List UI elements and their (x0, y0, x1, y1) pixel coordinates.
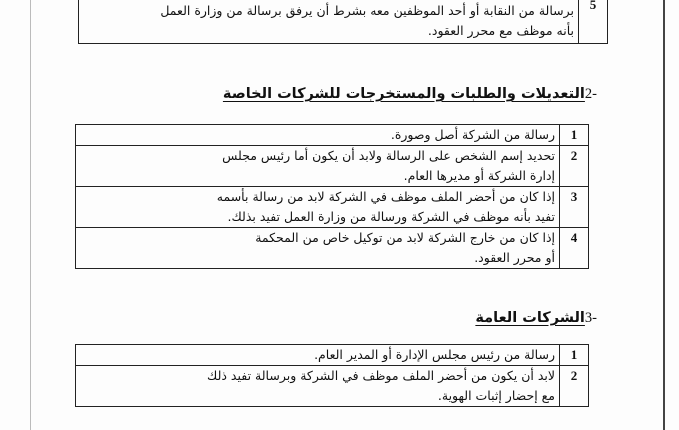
row-line: أو محرر العقود. (474, 250, 555, 265)
section-3-table (75, 344, 589, 407)
table-row (76, 125, 589, 146)
row-text (76, 125, 560, 146)
row-text (76, 345, 560, 366)
row-text (76, 146, 560, 187)
row-text (79, 0, 579, 44)
section-2-table (75, 124, 589, 269)
row-line: مع إحضار إثبات الهوية. (437, 388, 555, 403)
page-right-edge (663, 0, 665, 430)
row-number: 2 (560, 146, 589, 187)
section-3-title: الشركات العامة (475, 310, 585, 326)
row-number: 4 (560, 228, 589, 269)
section-3-heading (475, 310, 597, 327)
section-3-number: -3 (584, 310, 597, 326)
row-number: 5 (579, 0, 608, 44)
table-row (76, 345, 589, 366)
section-2-number: -2 (584, 86, 597, 102)
row-line: إذا كان من أحضر الملف موظف في الشركة لابد من رسالة بأسمه (216, 189, 555, 204)
top-table (78, 0, 608, 44)
table-row (79, 0, 608, 44)
table-row (76, 366, 589, 407)
table-row (76, 187, 589, 228)
row-number: 3 (560, 187, 589, 228)
row-text (76, 228, 560, 269)
section-2-title: التعديلات والطلبات والمستخرجات للشركات الخاصة (222, 86, 585, 102)
row-line: إدارة الشركة أو مديرها العام. (403, 168, 555, 183)
row-line: رسالة من رئيس مجلس الإدارة أو المدير العام. (314, 347, 555, 362)
row-number: 1 (560, 345, 589, 366)
row-text (76, 366, 560, 407)
page-left-edge (30, 0, 31, 430)
row-text (76, 187, 560, 228)
table-row (76, 146, 589, 187)
row-line: تفيد بأنه موظف في الشركة ورسالة من وزارة العمل تفيد بذلك. (227, 209, 555, 224)
row-line: بأنه موظف مع محرر العقود. (427, 23, 574, 38)
section-2-heading (223, 86, 597, 103)
row-line: إذا كان من خارج الشركة لابد من توكيل خاص من المحكمة (255, 230, 555, 245)
row-line: لابد أن يكون من أحضر الملف موظف في الشركة وبرسالة تفيد ذلك (207, 368, 555, 383)
row-number: 2 (560, 366, 589, 407)
table-row (76, 228, 589, 269)
row-number: 1 (560, 125, 589, 146)
row-line: برسالة من النقابة أو أحد الموظفين معه بشرط أن يرفق برسالة من وزارة العمل (160, 3, 574, 18)
row-line: تحديد إسم الشخص على الرسالة ولابد أن يكون أما رئيس مجلس (222, 148, 555, 163)
row-line: رسالة من الشركة أصل وصورة. (390, 127, 555, 142)
